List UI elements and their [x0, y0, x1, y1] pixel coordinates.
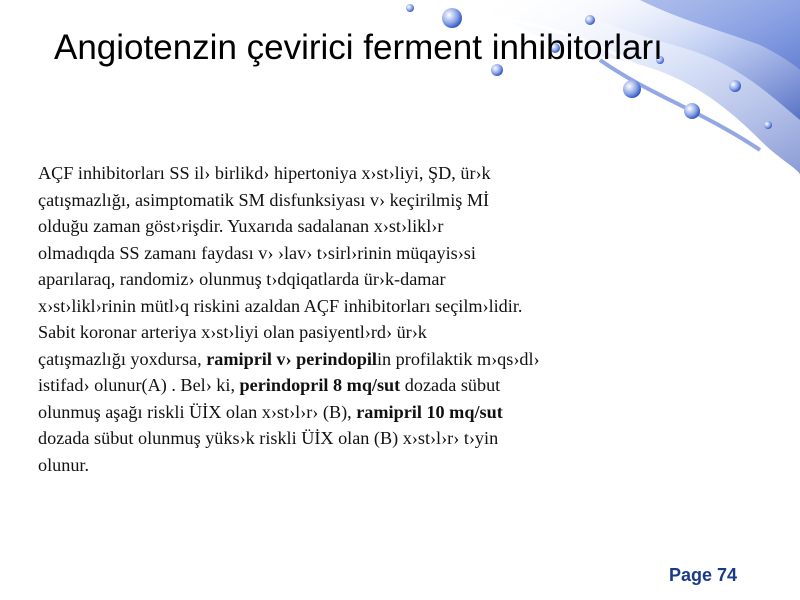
page-number: Page 74 — [669, 565, 738, 585]
drug-dose-bold: perindopril 8 mq/sut — [239, 375, 401, 395]
body-line: çatışmazlığı, asimptomatik SM disfunksiyası v› keçirilmiş Mİ — [38, 189, 490, 210]
body-line: x›st›likl›rinin mütl›q riskini azaldan AÇF inhibitorları seçilm›lidir. — [38, 295, 523, 316]
body-line: olunur. — [38, 454, 90, 475]
slide-title: Angiotenzin çevirici ferment inhibitorları — [54, 28, 663, 67]
drug-name-bold: ramipril v› perindopil — [206, 348, 377, 369]
drug-dose-bold: ramipril 10 mq/sut — [356, 401, 503, 422]
body-line: olmadıqda SS zamanı faydası v› ›lav› t›sirl›rinin müqayis›si — [38, 242, 476, 263]
body-line: dozada sübut olunmuş yüks›k riskli ÜİX olan (B) x›st›l›r› t›yin — [38, 428, 499, 448]
body-line: çatışmazlığı yoxdursa, ramipril v› perindopilin profilaktik m›qs›dl› — [38, 348, 540, 369]
body-line: istifad› olunur(A) . Bel› ki, perindopril 8 mq/sut dozada sübut — [38, 375, 501, 395]
body-line: aparılaraq, randomiz› olunmuş t›dqiqatlarda ür›k-damar — [38, 269, 446, 289]
body-line: olduğu zaman göst›rişdir. Yuxarıda sadalanan x›st›likl›r — [38, 216, 444, 236]
body-line: olunmuş aşağı riskli ÜİX olan x›st›l›r› (B), ramipril 10 mq/sut — [38, 401, 503, 422]
body-line: Sabit koronar arteriya x›st›liyi olan pasiyentl›rd› ür›k — [38, 322, 427, 342]
slide-body — [38, 160, 688, 478]
body-line: AÇF inhibitorları SS il› birlikd› hipertoniya x›st›liyi, ŞD, ür›k — [38, 163, 491, 183]
